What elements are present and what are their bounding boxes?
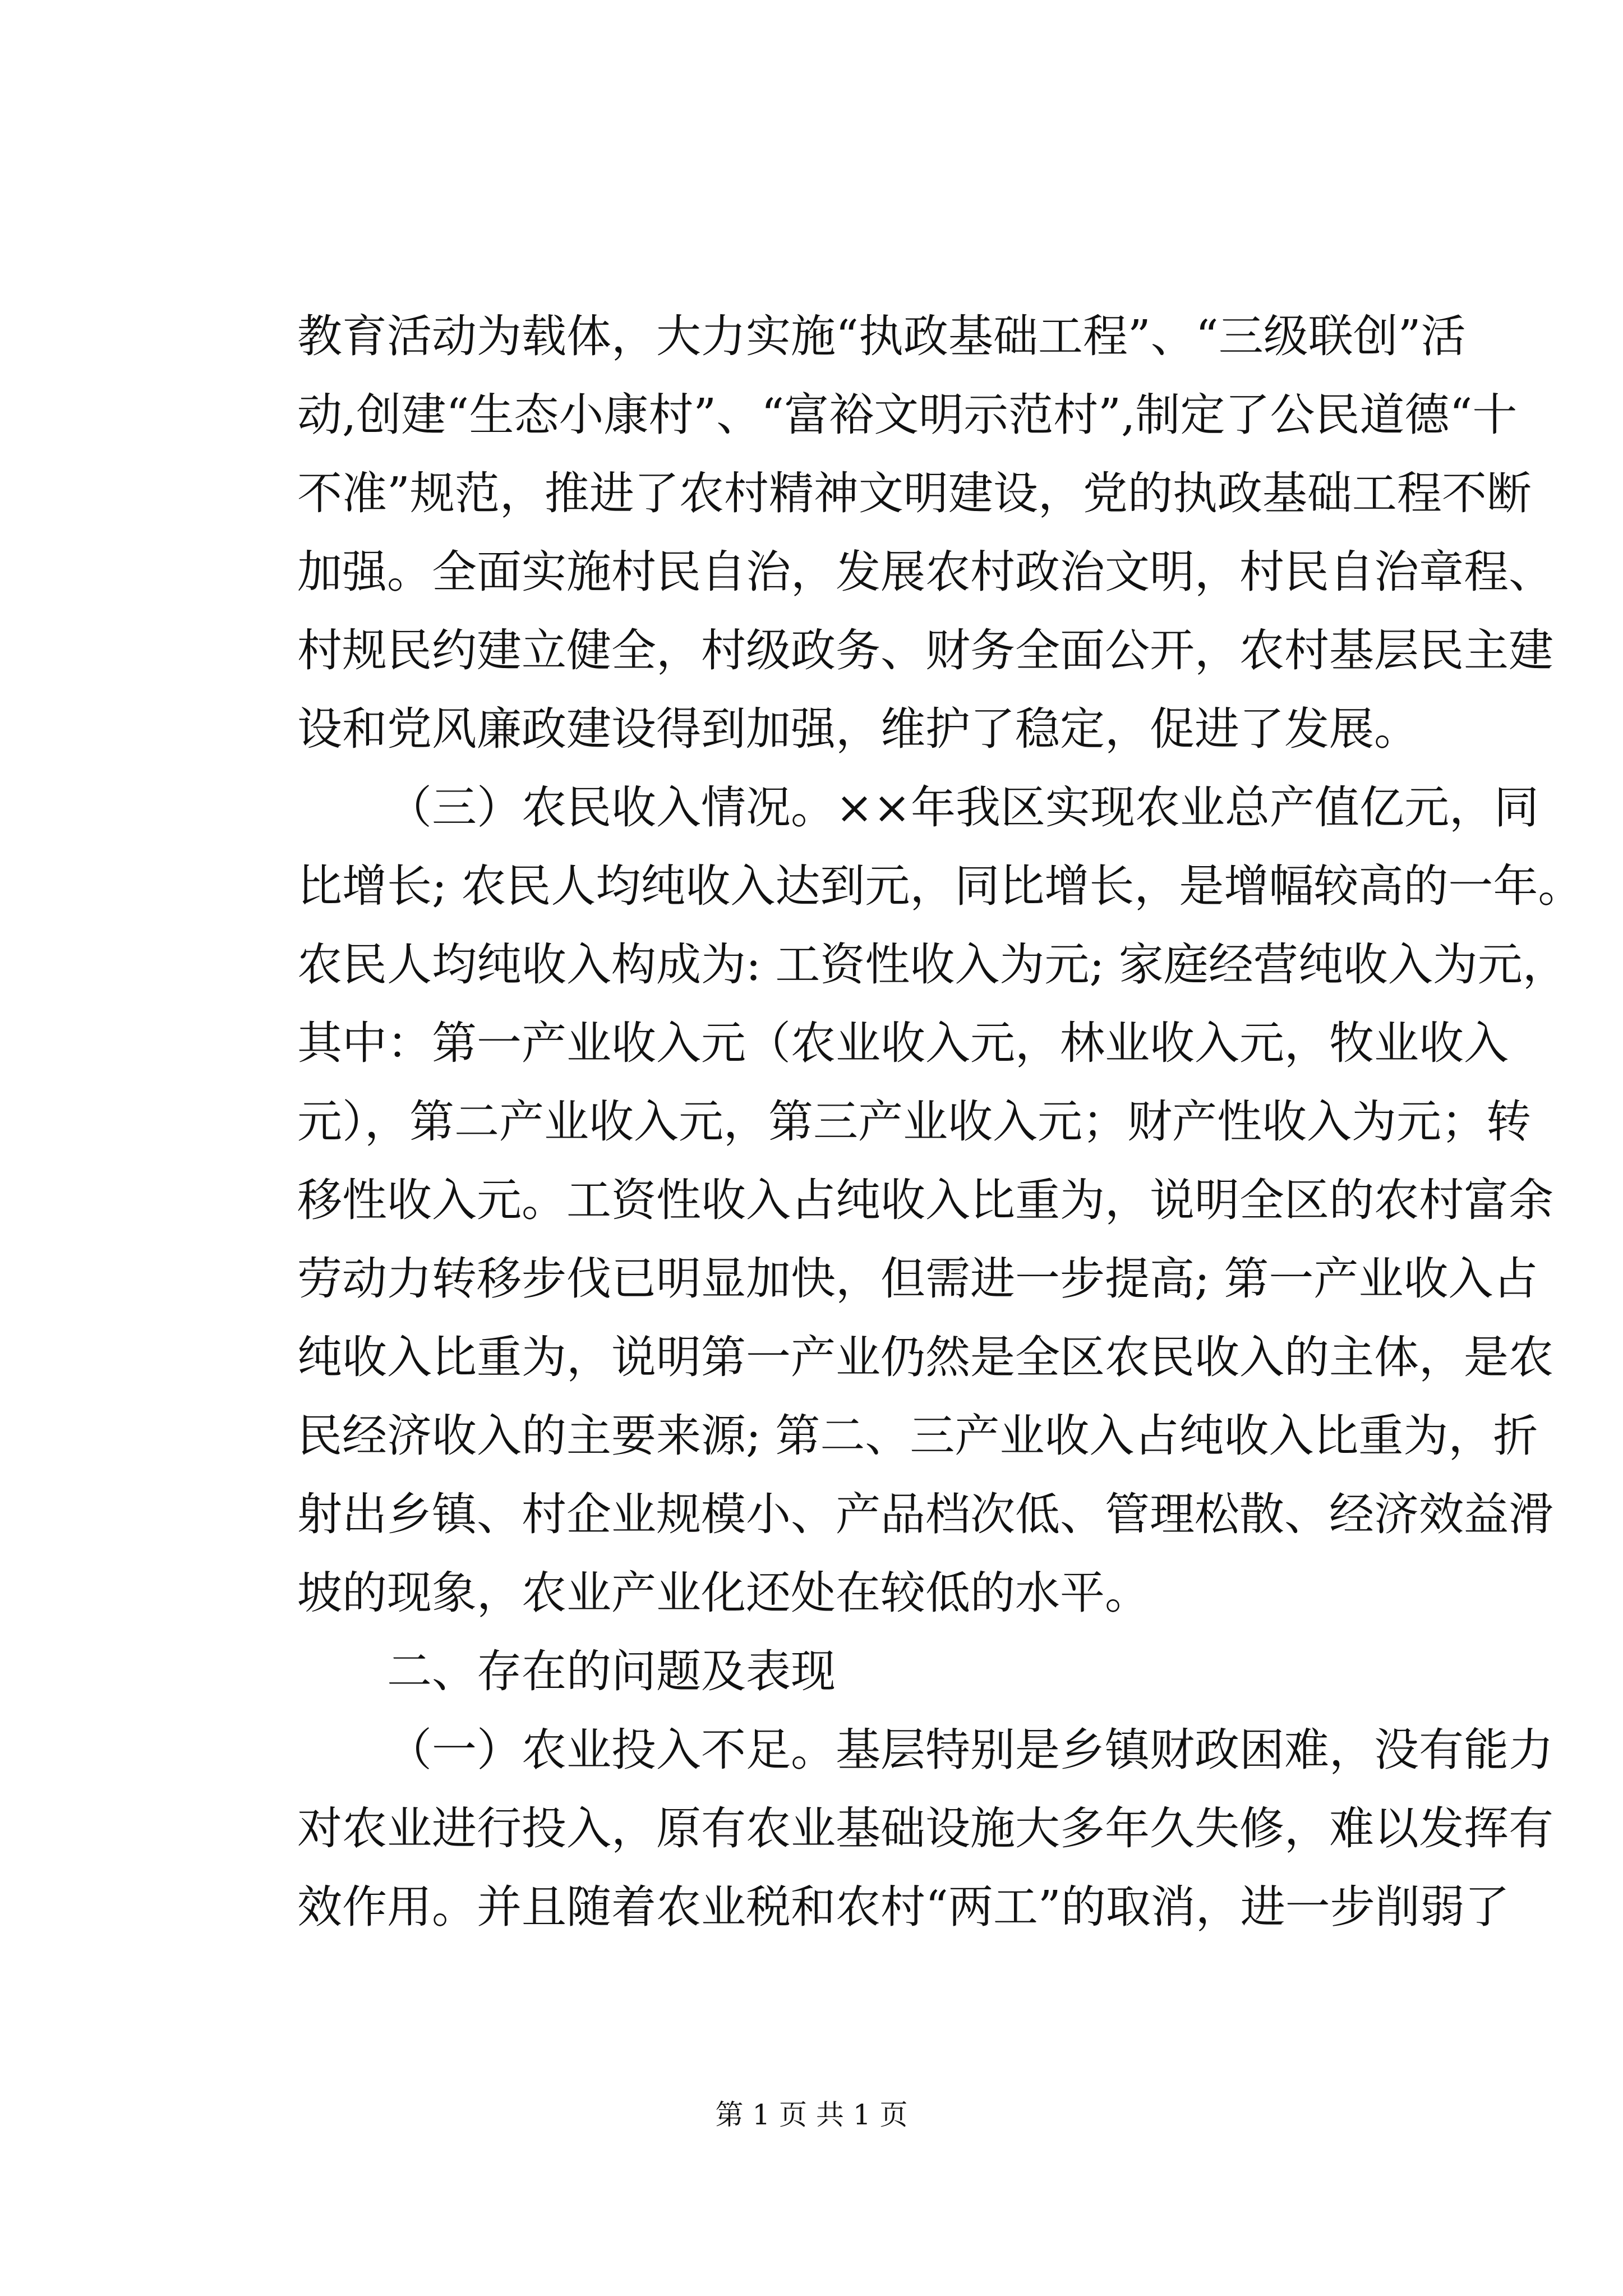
text-line: 比增长; 农民人均纯收入达到元，同比增长，是增幅较高的一年。 [297, 860, 1583, 912]
text-line: 不准”规范，推进了农村精神文明建设，党的执政基础工程不断 [297, 467, 1532, 519]
text-line: 劳动力转移步伐已明显加快，但需进一步提高; 第一产业收入占 [297, 1253, 1538, 1305]
subsection-heading-line: （一）农业投入不足。基层特别是乡镇财政困难，没有能力 [387, 1724, 1553, 1776]
text-line: 坡的现象，农业产业化还处在较低的水平。 [297, 1567, 1150, 1619]
text-line: 纯收入比重为，说明第一产业仍然是全区农民收入的主体，是农 [297, 1331, 1553, 1383]
text-line: 对农业进行投入，原有农业基础设施大多年久失修，难以发挥有 [297, 1802, 1553, 1855]
section-heading: 二、存在的问题及表现 [387, 1645, 836, 1697]
text-line: 民经济收入的主要来源; 第二、三产业收入占纯收入比重为，折 [297, 1410, 1538, 1462]
section-heading-line: （三）农民收入情况。××年我区实现农业总产值亿元，同 [387, 781, 1539, 834]
page-footer: 第 1 页 共 1 页 [715, 2099, 908, 2131]
text-line: 射出乡镇、村企业规模小、产品档次低、管理松散、经济效益滑 [297, 1488, 1553, 1540]
text-line: 设和党风廉政建设得到加强，维护了稳定，促进了发展。 [297, 703, 1419, 755]
text-line: 村规民约建立健全，村级政务、财务全面公开，农村基层民主建 [297, 624, 1553, 677]
text-line: 加强。全面实施村民自治，发展农村政治文明，村民自治章程、 [297, 546, 1553, 598]
text-line: 农民人均纯收入构成为: 工资性收入为元; 家庭经营纯收入为元， [297, 938, 1567, 991]
text-line: 教育活动为载体，大力实施“执政基础工程”、“三级联创”活 [297, 310, 1466, 362]
text-line: 效作用。并且随着农业税和农村“两工”的取消，进一步削弱了 [297, 1881, 1510, 1933]
text-line: 动,创建“生态小康村”、“富裕文明示范村”,制定了公民道德“十 [297, 389, 1518, 441]
text-line: 其中：第一产业收入元（农业收入元，林业收入元，牧业收入 [297, 1017, 1509, 1069]
text-line: 移性收入元。工资性收入占纯收入比重为，说明全区的农村富余 [297, 1174, 1553, 1226]
text-line: 元），第二产业收入元，第三产业收入元；财产性收入为元；转 [297, 1096, 1531, 1148]
